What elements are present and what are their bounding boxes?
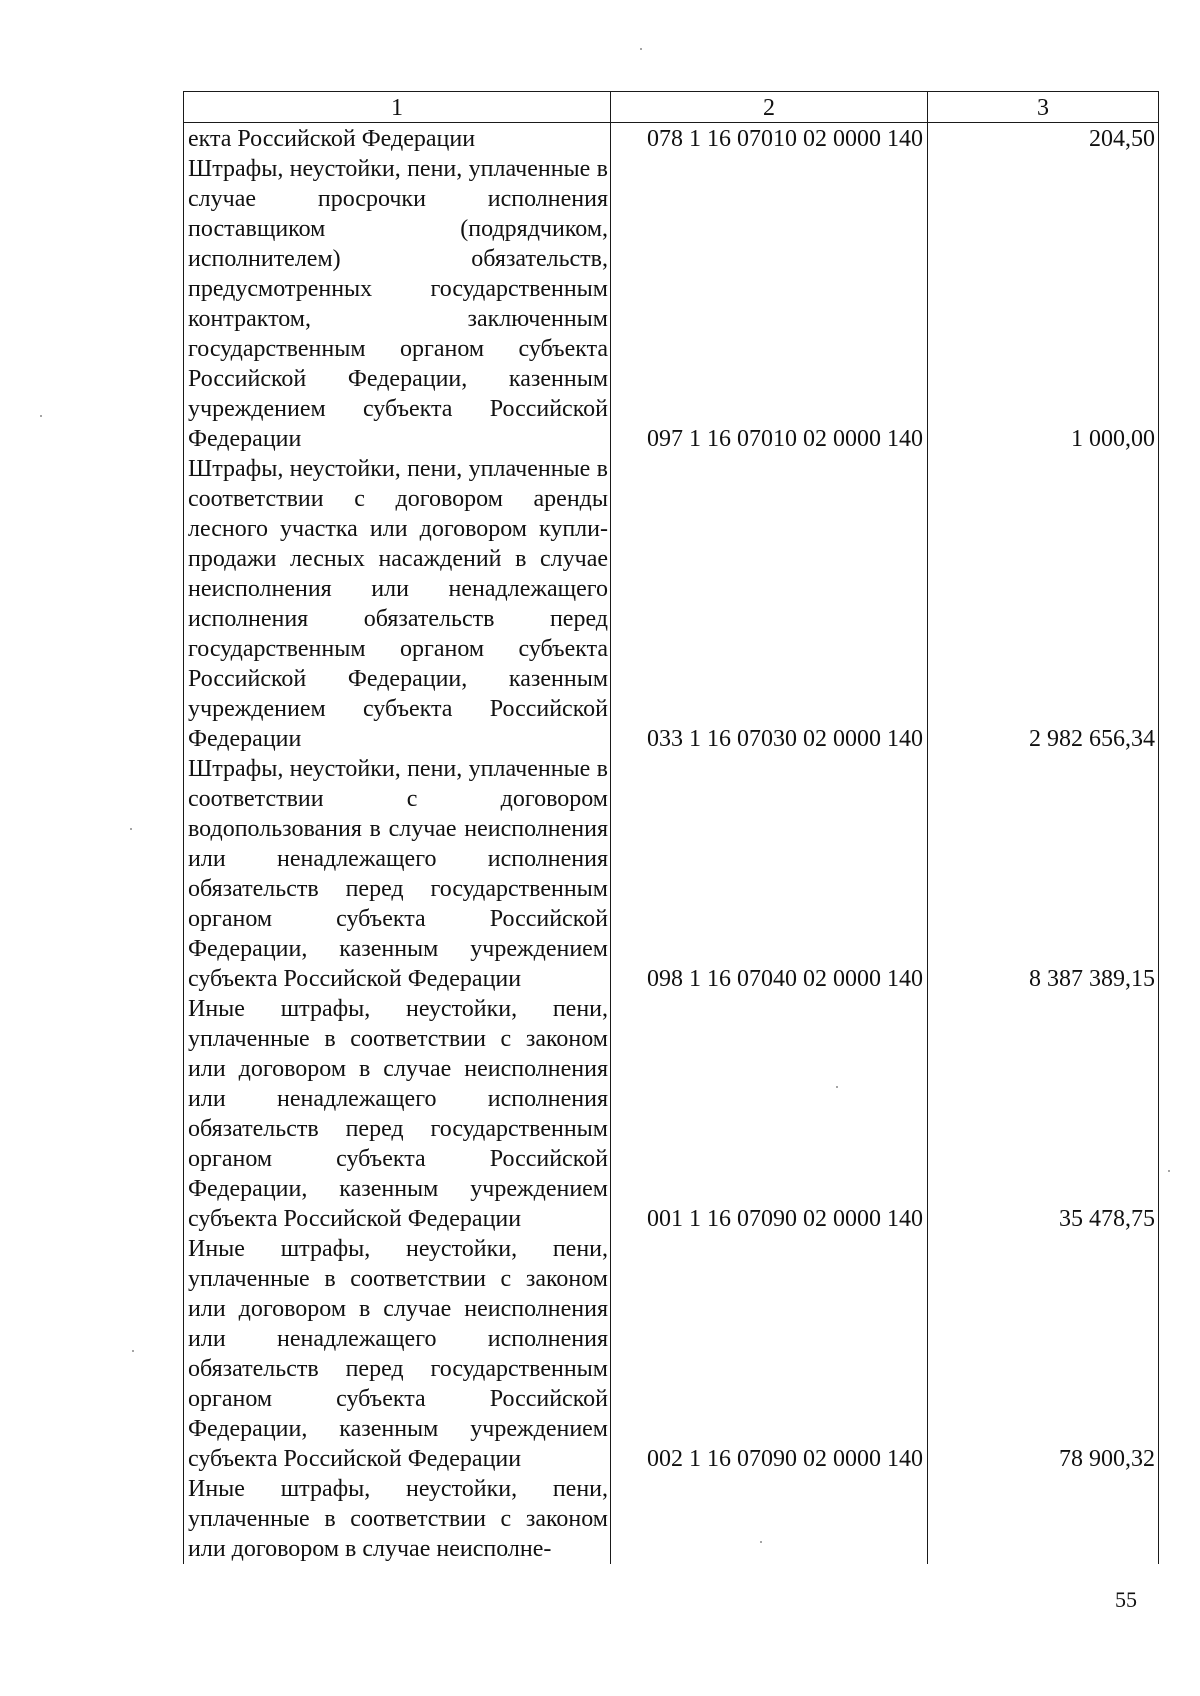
- table-header-row: [184, 92, 1159, 123]
- row-description: Иные штрафы, неустойки, пени, уплаченные в соответствии с законом или договором в случае неисполне-: [184, 1474, 611, 1564]
- revenue-table: [183, 91, 1159, 1564]
- scan-speck: [1168, 1170, 1170, 1172]
- row-amount: 78 900,32: [928, 1234, 1159, 1474]
- row-description: Штрафы, неустойки, пени, уплаченные в соответствии с договором водопользования в случае неисполнения или ненадлежащего исполнения обязательств перед государственным органом субъекта Российской Федерации, казенным учреждением субъекта Российской Федерации: [184, 754, 611, 994]
- table-row: [184, 123, 1159, 155]
- row-description: Штрафы, неустойки, пени, уплаченные в случае просрочки исполнения поставщиком (подрядчиком, исполнителем) обязательств, предусмотренных государственным контрактом, заключенным государственным органом субъекта Российской Федерации, казенным учреждением субъекта Российской Федерации: [184, 154, 611, 454]
- row-description: екта Российской Федерации: [184, 123, 611, 155]
- row-code: 097 1 16 07010 02 0000 140: [611, 154, 928, 454]
- scan-speck: [132, 1350, 134, 1352]
- row-code: 002 1 16 07090 02 0000 140: [611, 1234, 928, 1474]
- row-code: 078 1 16 07010 02 0000 140: [611, 123, 928, 155]
- row-code: 098 1 16 07040 02 0000 140: [611, 754, 928, 994]
- table-row: [184, 154, 1159, 454]
- table-row: [184, 1234, 1159, 1474]
- scan-speck: [836, 1086, 838, 1088]
- row-amount: 204,50: [928, 123, 1159, 155]
- scan-speck: [760, 1541, 762, 1543]
- row-description: Штрафы, неустойки, пени, уплаченные в соответствии с договором аренды лесного участка или договором купли-продажи лесных насаждений в случае неисполнения или ненадлежащего исполнения обязательств перед государственным органом субъекта Российской Федерации, казенным учреждением субъекта Российской Федерации: [184, 454, 611, 754]
- row-code: 033 1 16 07030 02 0000 140: [611, 454, 928, 754]
- row-amount: 8 387 389,15: [928, 754, 1159, 994]
- column-header-3: 3: [928, 92, 1159, 123]
- scan-speck: [40, 415, 42, 417]
- row-amount: 1 000,00: [928, 154, 1159, 454]
- scan-speck: [640, 48, 642, 50]
- table-row: [184, 1474, 1159, 1564]
- row-description: Иные штрафы, неустойки, пени, уплаченные в соответствии с законом или договором в случае неисполнения или ненадлежащего исполнения обязательств перед государственным органом субъекта Российской Федерации, казенным учреждением субъекта Российской Федерации: [184, 1234, 611, 1474]
- table-row: [184, 454, 1159, 754]
- scan-speck: [130, 828, 132, 830]
- table-row: [184, 754, 1159, 994]
- table-row: [184, 994, 1159, 1234]
- row-code: [611, 1474, 928, 1564]
- page-number: 55: [1115, 1587, 1137, 1612]
- row-amount: 2 982 656,34: [928, 454, 1159, 754]
- column-header-1: 1: [184, 92, 611, 123]
- row-amount: [928, 1474, 1159, 1564]
- column-header-2: 2: [611, 92, 928, 123]
- row-code: 001 1 16 07090 02 0000 140: [611, 994, 928, 1234]
- row-description: Иные штрафы, неустойки, пени, уплаченные в соответствии с законом или договором в случае неисполнения или ненадлежащего исполнения обязательств перед государственным органом субъекта Российской Федерации, казенным учреждением субъекта Российской Федерации: [184, 994, 611, 1234]
- row-amount: 35 478,75: [928, 994, 1159, 1234]
